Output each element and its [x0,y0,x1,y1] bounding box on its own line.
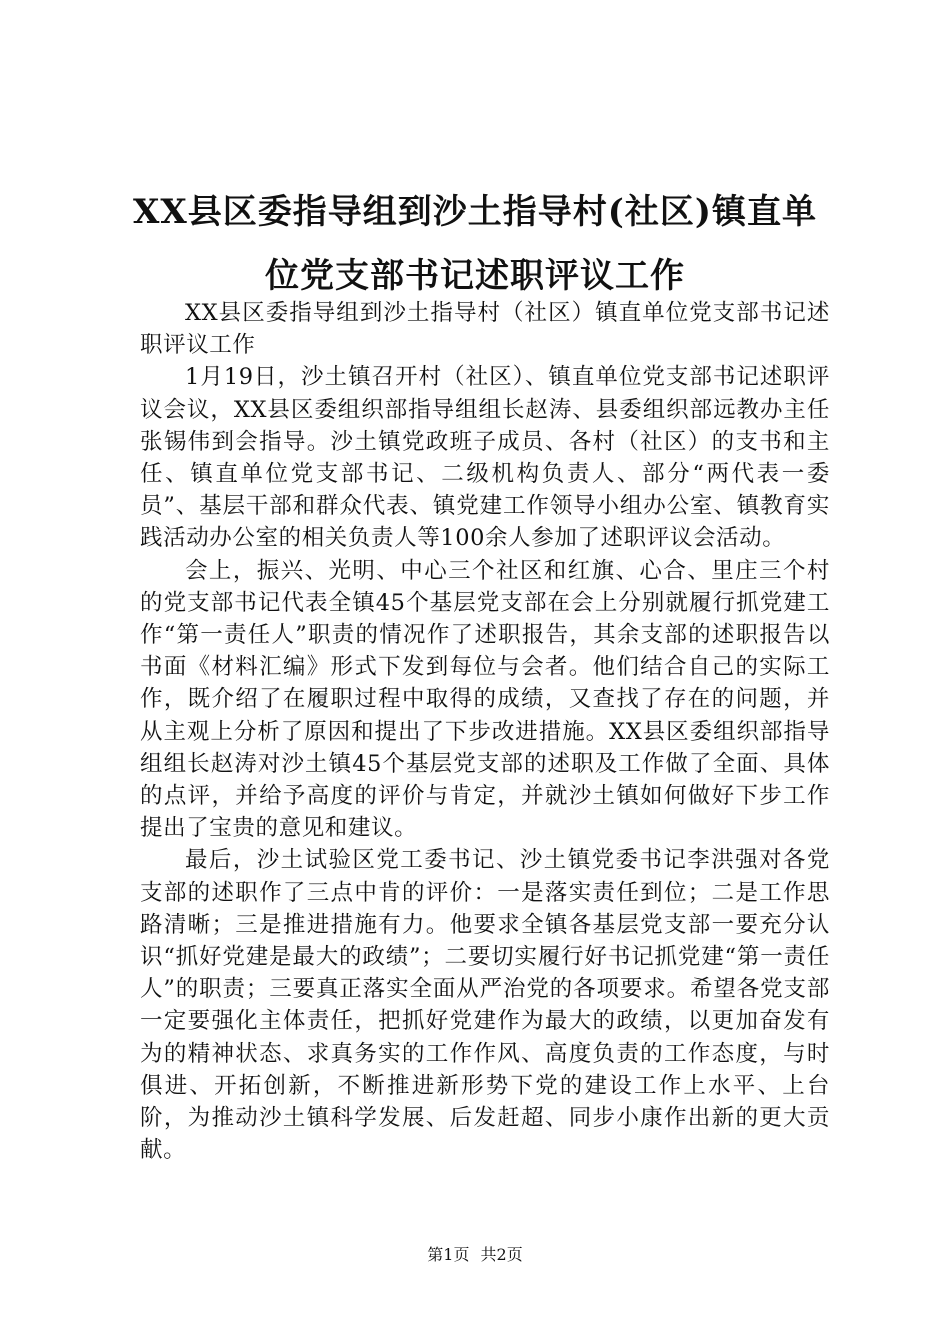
document-title [100,180,850,308]
paragraph-reports: 会上，振兴、光明、中心三个社区和红旗、心合、里庄三个村的党支部书记代表全镇45个基层党支部在会上分别就履行抓党建工作“第一责任人”职责的情况作了述职报告，其余支部的述职报告以书面《材料汇编》形式下发到每位与会者。他们结合自己的实际工作，既介绍了在履职过程中取得的成绩，又查找了存在的问题，并从主观上分析了原因和提出了下步改进措施。XX县区委组织部指导组组长赵涛对沙土镇45个基层党支部的述职及工作做了全面、具体的点评，并给予高度的评价与肯定，并就沙土镇如何做好下步工作提出了宝贵的意见和建议。 [140,557,830,842]
page-footer [0,1245,950,1265]
page-total: 共2页 [480,1245,523,1264]
page-number: 第1页 [427,1245,470,1264]
paragraph-subtitle: XX县区委指导组到沙土指导村（社区）镇直单位党支部书记述职评议工作 [140,300,830,359]
paragraph-conclusion: 最后，沙土试验区党工委书记、沙土镇党委书记李洪强对各党支部的述职作了三点中肯的评价：一是落实责任到位；二是工作思路清晰；三是推进措施有力。他要求全镇各基层党支部一要充分认识“抓好党建是最大的政绩”；二要切实履行好书记抓党建“第一责任人”的职责；三要真正落实全面从严治党的各项要求。希望各党支部一定要强化主体责任，把抓好党建作为最大的政绩，以更加奋发有为的精神状态、求真务实的工作作风、高度负责的工作态度，与时俱进、开拓创新，不断推进新形势下党的建设工作上水平、上台阶，为推动沙土镇科学发展、后发赶超、同步小康作出新的更大贡献。 [140,847,830,1164]
document-body [140,297,830,1166]
title-line-1: XX县区委指导组到沙土指导村(社区)镇直单 [133,192,817,232]
paragraph-meeting-overview: 1月19日，沙土镇召开村（社区）、镇直单位党支部书记述职评议会议，XX县区委组织部指导组组长赵涛、县委组织部远教办主任张锡伟到会指导。沙土镇党政班子成员、各村（社区）的支书和主任、镇直单位党支部书记、二级机构负责人、部分“两代表一委员”、基层干部和群众代表、镇党建工作领导小组办公室、镇教育实践活动办公室的相关负责人等100余人参加了述职评议会活动。 [140,364,830,552]
title-line-2: 位党支部书记述职评议工作 [265,256,685,296]
